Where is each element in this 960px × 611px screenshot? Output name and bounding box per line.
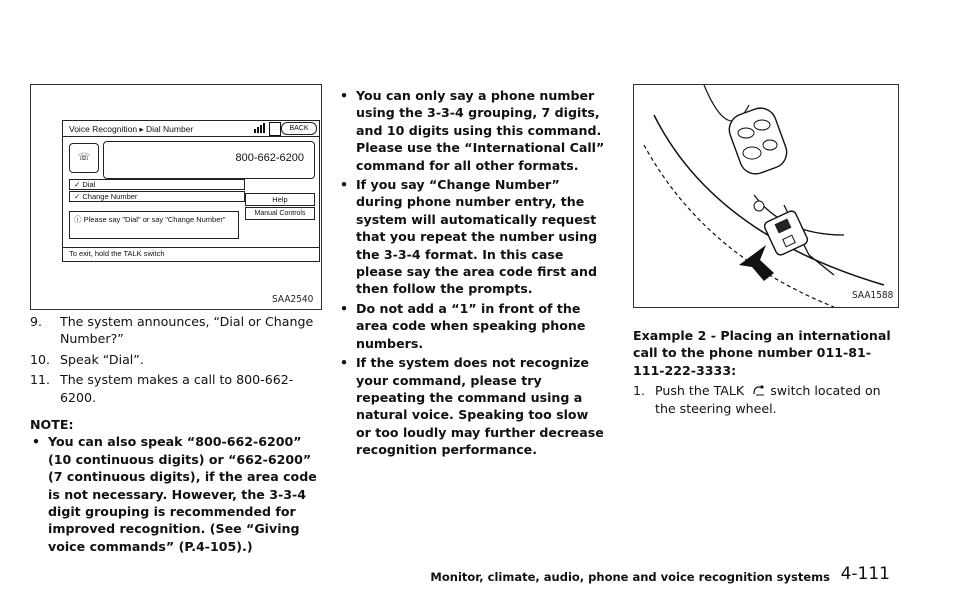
number-value: 800-662-6200	[235, 152, 304, 164]
bullet-3: • Do not add a “1” in front of the area code when speaking phone numbers.	[340, 300, 586, 351]
prompt-box: ⓘ Please say "Dial" or say "Change Number"	[69, 211, 239, 239]
figure-caption-saa2540: SAA2540	[272, 294, 314, 305]
example-heading: Example 2 - Placing an international call to the phone number 011-81-111-222-3333:	[633, 328, 891, 378]
menu-dial-label: Dial	[82, 180, 96, 189]
menu-change-label: Change Number	[82, 192, 138, 201]
speech-icon-box: ☏	[69, 143, 99, 173]
step-11: 11. The system makes a call to 800-662-6200.	[30, 372, 294, 405]
number-field	[103, 141, 315, 179]
footer-section: Monitor, climate, audio, phone and voice recognition systems	[430, 570, 830, 584]
menu-item-change-number[interactable]: ✓ Change Number	[69, 191, 245, 202]
left-column	[30, 313, 322, 557]
help-button[interactable]	[245, 193, 315, 206]
bullet-4: • If the system does not recognize your command, please try repeating the command using a natural voice. Speaking too slow or too loudly may further decrease recognition performance.	[340, 355, 604, 458]
screen-divider	[63, 136, 319, 137]
note-heading: NOTE:	[30, 417, 74, 433]
step-10: 10. Speak “Dial”.	[30, 351, 144, 367]
middle-column	[338, 87, 606, 461]
figure-caption-saa1588: SAA1588	[852, 290, 894, 301]
right-column	[633, 327, 901, 417]
figure-saa1588	[633, 84, 899, 308]
bullet-1: • You can only say a phone number using the 3-3-4 grouping, 7 digits, and 10 digits using this command. Please use the “International Call” command for all other formats.	[340, 88, 605, 173]
back-button[interactable]	[281, 122, 317, 135]
step-1: 1. Push the TALK switch located on the steering wheel.	[633, 383, 881, 416]
talk-switch-icon	[752, 383, 766, 395]
phone-mini-icon	[269, 122, 281, 136]
help-label: Help	[272, 195, 288, 204]
exit-hint: To exit, hold the TALK switch	[69, 249, 165, 258]
voice-recognition-screen	[62, 120, 320, 262]
manual-label: Manual Controls	[254, 210, 306, 217]
prompt-text: Please say "Dial" or say "Change Number"	[83, 215, 226, 224]
manual-controls-button[interactable]	[245, 207, 315, 220]
menu-item-dial[interactable]: ✓ Dial	[69, 179, 245, 190]
pointer-arrow-icon	[739, 245, 774, 281]
bullet-2: • If you say “Change Number” during phone number entry, the system will automatically request that you repeat the number using the 3-3-4 format. In this case please say the area code first and then follow the prompts.	[340, 177, 598, 297]
page-number: 4-111	[840, 564, 890, 584]
back-label: BACK	[289, 125, 309, 132]
screen-divider-bottom	[63, 247, 319, 248]
step-9: 9. The system announces, “Dial or Change Number?”	[30, 314, 314, 347]
signal-icon	[253, 123, 267, 133]
note-bullet: • You can also speak “800-662-6200” (10 continuous digits) or “662-6200” (7 continuous digits), if the area code is not necessary. However, the 3-3-4 digit grouping is recommended for improved recognition. (See “Giving voice commands” (P.4-105).)	[32, 434, 317, 554]
steering-wheel-illustration	[634, 85, 898, 307]
screen-breadcrumb: Voice Recognition ▸ Dial Number	[69, 124, 194, 134]
